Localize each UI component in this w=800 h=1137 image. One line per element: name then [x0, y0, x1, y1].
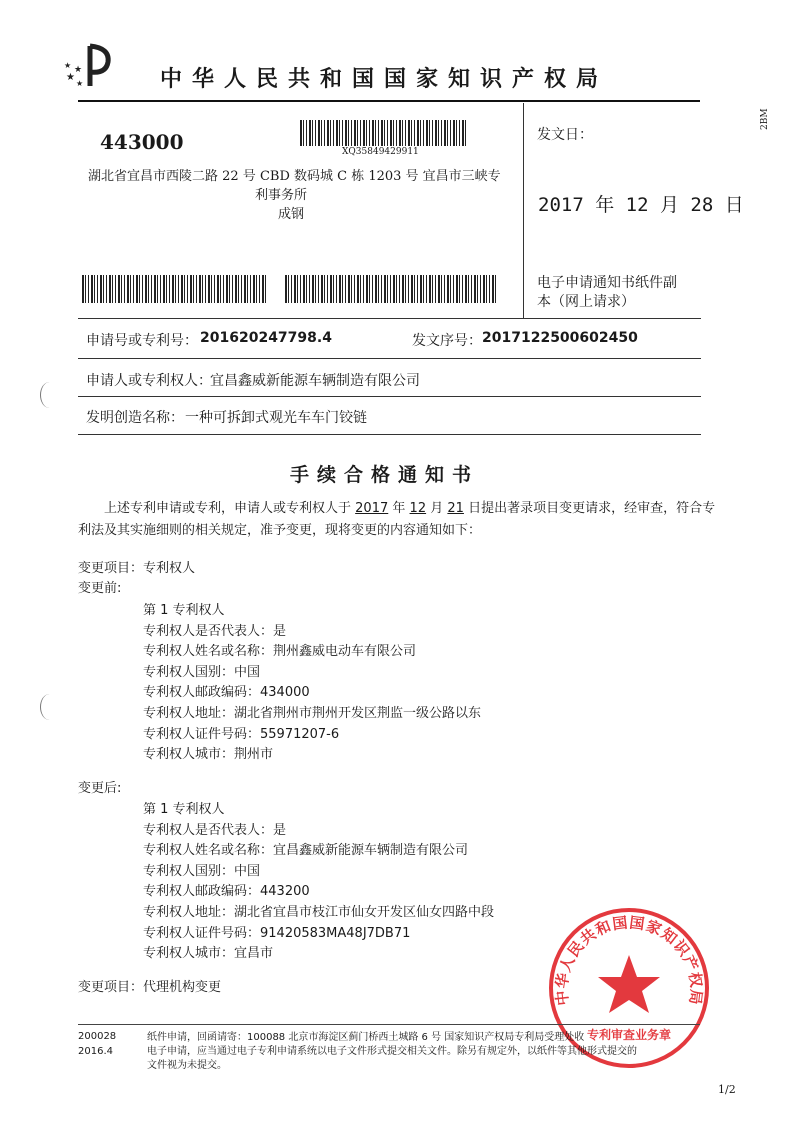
- barcode-text: XQ35849429911: [342, 147, 419, 157]
- svg-text:★: ★: [74, 65, 83, 75]
- before-item: 专利权人国别：中国: [143, 664, 261, 680]
- invention-value: 一种可拆卸式观光车车门铰链: [185, 410, 367, 426]
- applicant-label: 申请人或专利权人：: [86, 373, 212, 389]
- page-number: 1/2: [718, 1083, 736, 1096]
- before-item: 第 1 专利权人: [143, 603, 225, 618]
- before-item: 专利权人姓名或名称：荆州鑫威电动车有限公司: [143, 644, 417, 660]
- org-title: 中华人民共和国国家知识产权局: [160, 67, 609, 92]
- change-item-2: 变更项目：代理机构变更: [78, 980, 222, 995]
- para1-text-c: 月: [430, 501, 444, 516]
- seal-bottom-text: 专利审查业务章: [586, 1028, 672, 1042]
- address-line1: 湖北省宜昌市西陵二路 22 号 CBD 数码城 C 栋 1203 号 宜昌市三峡专: [88, 169, 501, 184]
- app-no-label: 申请号或专利号：: [86, 333, 198, 349]
- svg-text:★: ★: [64, 61, 72, 70]
- punch-hole: [40, 382, 59, 408]
- change-item-1: 变更项目：专利权人: [78, 561, 196, 576]
- doc-serial-label: 发文序号：: [412, 333, 482, 349]
- before-item: 专利权人地址：湖北省荆州市荆州开发区荆监一级公路以东: [143, 705, 482, 721]
- para1-day: 21: [447, 501, 464, 516]
- after-label: 变更后:: [78, 781, 122, 796]
- after-item: 专利权人城市：宜昌市: [143, 946, 274, 962]
- invention-label: 发明创造名称：: [86, 410, 184, 426]
- document-barcode-left: [82, 275, 268, 303]
- before-item: 专利权人证件号码：55971207-6: [143, 726, 340, 742]
- footer-line2: 电子申请，应当通过电子专利申请系统以电子文件形式提交相关文件。除另有规定外，以纸件等其他形式提交的: [147, 1046, 637, 1057]
- app-no-value: 201620247798.4: [200, 330, 332, 346]
- seal-ring-text: 中华人民共和国国家知识产权局: [552, 913, 706, 1007]
- issue-date: 2017 年 12 月 28 日: [538, 194, 744, 216]
- para2-text: 利法及其实施细则的相关规定，准予变更，现将变更的内容通知如下：: [78, 523, 482, 538]
- after-item: 专利权人是否代表人：是: [143, 822, 287, 838]
- before-label: 变更前:: [78, 581, 122, 596]
- side-mark: 2BM: [760, 108, 770, 130]
- para1-text-a: 上述专利申请或专利，申请人或专利权人于: [104, 501, 352, 516]
- after-item: 第 1 专利权人: [143, 802, 225, 817]
- issue-date-label: 发文日：: [537, 127, 593, 143]
- after-list: [143, 800, 494, 965]
- applicant-value: 宜昌鑫威新能源车辆制造有限公司: [210, 373, 420, 389]
- footer-line3: 文件视为未提交。: [147, 1060, 227, 1071]
- notice-title: 手续合格通知书: [290, 464, 480, 486]
- before-item: 专利权人邮政编码：434000: [143, 685, 310, 701]
- form-code: 200028: [78, 1031, 117, 1042]
- para1-text-d: 日提出著录项目变更请求，经审查，符合专: [468, 501, 716, 516]
- postcode: 443000: [100, 130, 184, 154]
- before-item: 专利权人是否代表人：是: [143, 623, 287, 639]
- document-barcode-right: [285, 275, 497, 303]
- para1-year: 2017: [355, 501, 389, 516]
- after-item: 专利权人证件号码：91420583MA48J7DB71: [143, 925, 411, 941]
- cnipa-logo: [62, 42, 122, 92]
- doc-serial-value: 2017122500602450: [482, 330, 638, 346]
- after-item: 专利权人国别：中国: [143, 863, 261, 879]
- after-item: 专利权人地址：湖北省宜昌市枝江市仙女开发区仙女四路中段: [143, 904, 495, 920]
- form-date: 2016.4: [78, 1046, 113, 1057]
- svg-text:★: ★: [76, 79, 84, 88]
- svg-text:★: ★: [66, 72, 75, 83]
- copy-note-line1: 电子申请通知书纸件副: [537, 275, 677, 291]
- footer-notes: [147, 1031, 717, 1073]
- punch-hole: [40, 694, 59, 720]
- footer-line1: 纸件申请，回函请寄：100088 北京市海淀区蓟门桥西土城路 6 号 国家知识产权局专利局受理处收: [147, 1032, 585, 1043]
- para1-text-b: 年: [392, 501, 406, 516]
- before-list: [143, 601, 481, 766]
- copy-note-line2: 本（网上请求）: [537, 294, 635, 310]
- before-item: 专利权人城市：荆州市: [143, 747, 274, 763]
- recipient: 成钢: [278, 207, 305, 222]
- para1-month: 12: [409, 501, 427, 516]
- after-item: 专利权人邮政编码：443200: [143, 884, 310, 900]
- address-line2: 利事务所: [255, 188, 308, 203]
- mail-barcode: [300, 120, 468, 146]
- notice-paragraph: [78, 498, 718, 542]
- after-item: 专利权人姓名或名称：宜昌鑫威新能源车辆制造有限公司: [143, 843, 469, 859]
